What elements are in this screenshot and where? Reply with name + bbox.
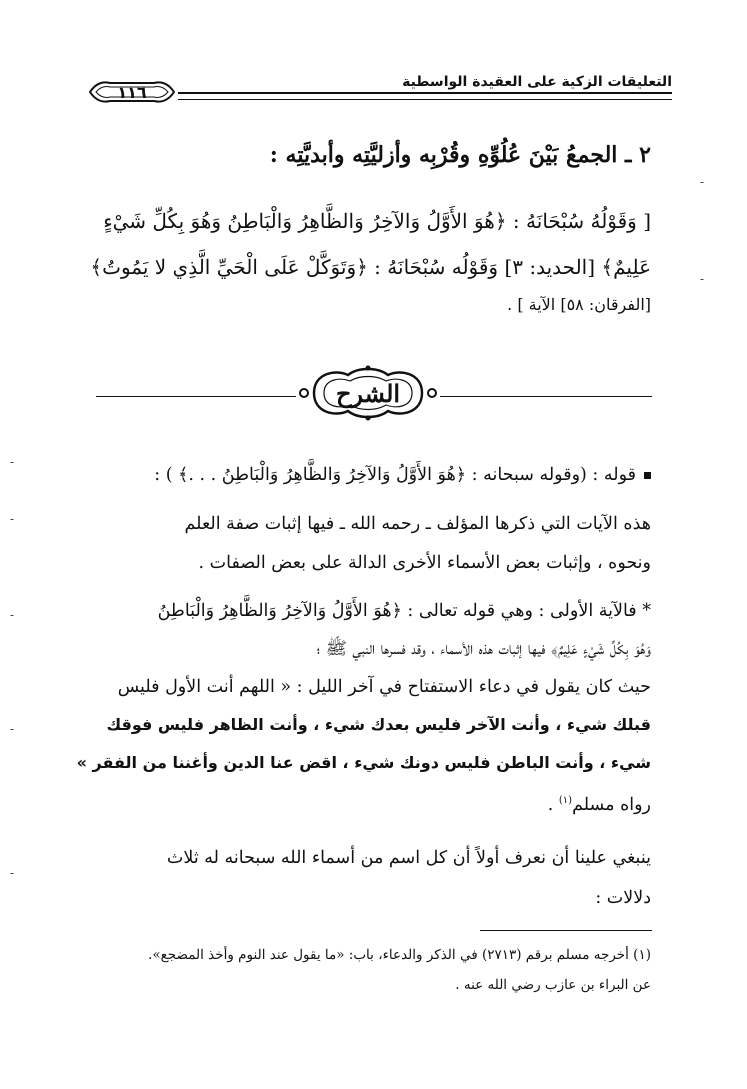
paragraph-line: ينبغي علينا أن نعرف أولاً أن كل اسم من أسماء الله سبحانه له ثلاث xyxy=(166,848,651,868)
paragraph-line: حيث كان يقول في دعاء الاستفتاح في آخر الليل : « اللهم أنت الأول فليس xyxy=(117,677,651,697)
matn-line: [الفرقان: ٥٨] الآية ] . xyxy=(507,295,651,314)
margin-mark: - xyxy=(10,512,15,526)
paragraph-3 xyxy=(167,838,651,918)
paragraph-1 xyxy=(185,505,651,583)
paragraph-line: قبلك شيء ، وأنت الآخر فليس بعدك شيء ، وأنت الظاهر فليس فوقك xyxy=(106,715,651,734)
running-header xyxy=(86,70,672,120)
margin-mark: - xyxy=(10,608,15,622)
bullet-icon xyxy=(644,472,651,479)
paragraph-2 xyxy=(77,592,651,824)
commentary-quote xyxy=(154,455,651,495)
footnote-rule xyxy=(480,930,652,931)
paragraph-line: رواه مسلم xyxy=(572,794,651,815)
paragraph-line: وَهُوَ بِكُلِّ شَيْءٍ عَلِيمٌ﴾ فيها إثبات هذه الأسماء ، وقد فسرها النبي ﷺ ؛ xyxy=(316,639,651,659)
paragraph-line: * فالآية الأولى : وهي قوله تعالى : ﴿هُوَ الأَوَّلُ وَالآخِرُ وَالظَّاهِرُ وَالْبَاطِنُ xyxy=(157,601,651,621)
paragraph-end: . xyxy=(547,794,559,815)
page-number: ١١٦ xyxy=(117,83,147,102)
margin-mark: - xyxy=(700,272,705,286)
sharh-divider xyxy=(0,365,747,421)
margin-mark: - xyxy=(10,866,15,880)
sharh-label: الشرح xyxy=(335,379,401,408)
divider-line xyxy=(440,396,652,397)
paragraph-line: هذه الآيات التي ذكرها المؤلف ـ رحمه الله ـ فيها إثبات صفة العلم xyxy=(184,514,651,534)
matn-line: [ وَقَوْلُهُ سُبْحَانَهُ : ﴿هُوَ الأَوَّلُ وَالآخِرُ وَالظَّاهِرُ وَالْبَاطِنُ وَهُوَ بِكُلِّ شَيْءٍ xyxy=(103,209,651,233)
margin-mark: - xyxy=(10,455,15,469)
paragraph-line: ونحوه ، وإثبات بعض الأسماء الأخرى الدالة على بعض الصفات . xyxy=(198,553,651,573)
matn-line: عَلِيمٌ﴾ [الحديد: ٣] وَقَوْلُه سُبْحَانَهُ : ﴿وَتَوَكَّلْ عَلَى الْحَيِّ الَّذِي لا يَمُوتُ﴾ xyxy=(90,255,651,279)
paragraph-line: دلالات : xyxy=(595,888,651,908)
margin-mark: - xyxy=(10,722,15,736)
section-heading xyxy=(270,142,651,168)
section-heading-text: ٢ ـ الجمعُ بَيْنَ عُلُوِّهِ وقُرْبِه وأزليَّتِه وأبديَّتِه : xyxy=(269,142,651,168)
footnote-line: عن البراء بن عازب رضي الله عنه . xyxy=(455,977,651,993)
footnote-line: (١) أخرجه مسلم برقم (٢٧١٣) في الذكر والدعاء، باب: «ما يقول عند النوم وأخذ المضجع». xyxy=(148,947,651,963)
footnote-ref[interactable]: (١) xyxy=(558,795,573,806)
header-rule xyxy=(178,92,672,100)
header-title: التعليقات الزكية على العقيدة الواسطية xyxy=(402,74,672,90)
matn-text xyxy=(90,198,651,320)
commentary-quote-text: قوله : (وقوله سبحانه : ﴿هُوَ الأَوَّلُ وَالآخِرُ وَالظَّاهِرُ وَالْبَاطِنُ . . .﴾ ) : xyxy=(154,465,636,485)
margin-mark: - xyxy=(700,175,705,189)
divider-line xyxy=(96,396,296,397)
paragraph-line: شيء ، وأنت الباطن فليس دونك شيء ، اقض عنا الدين وأغننا من الفقر » xyxy=(76,753,651,772)
footnote xyxy=(148,940,651,1000)
